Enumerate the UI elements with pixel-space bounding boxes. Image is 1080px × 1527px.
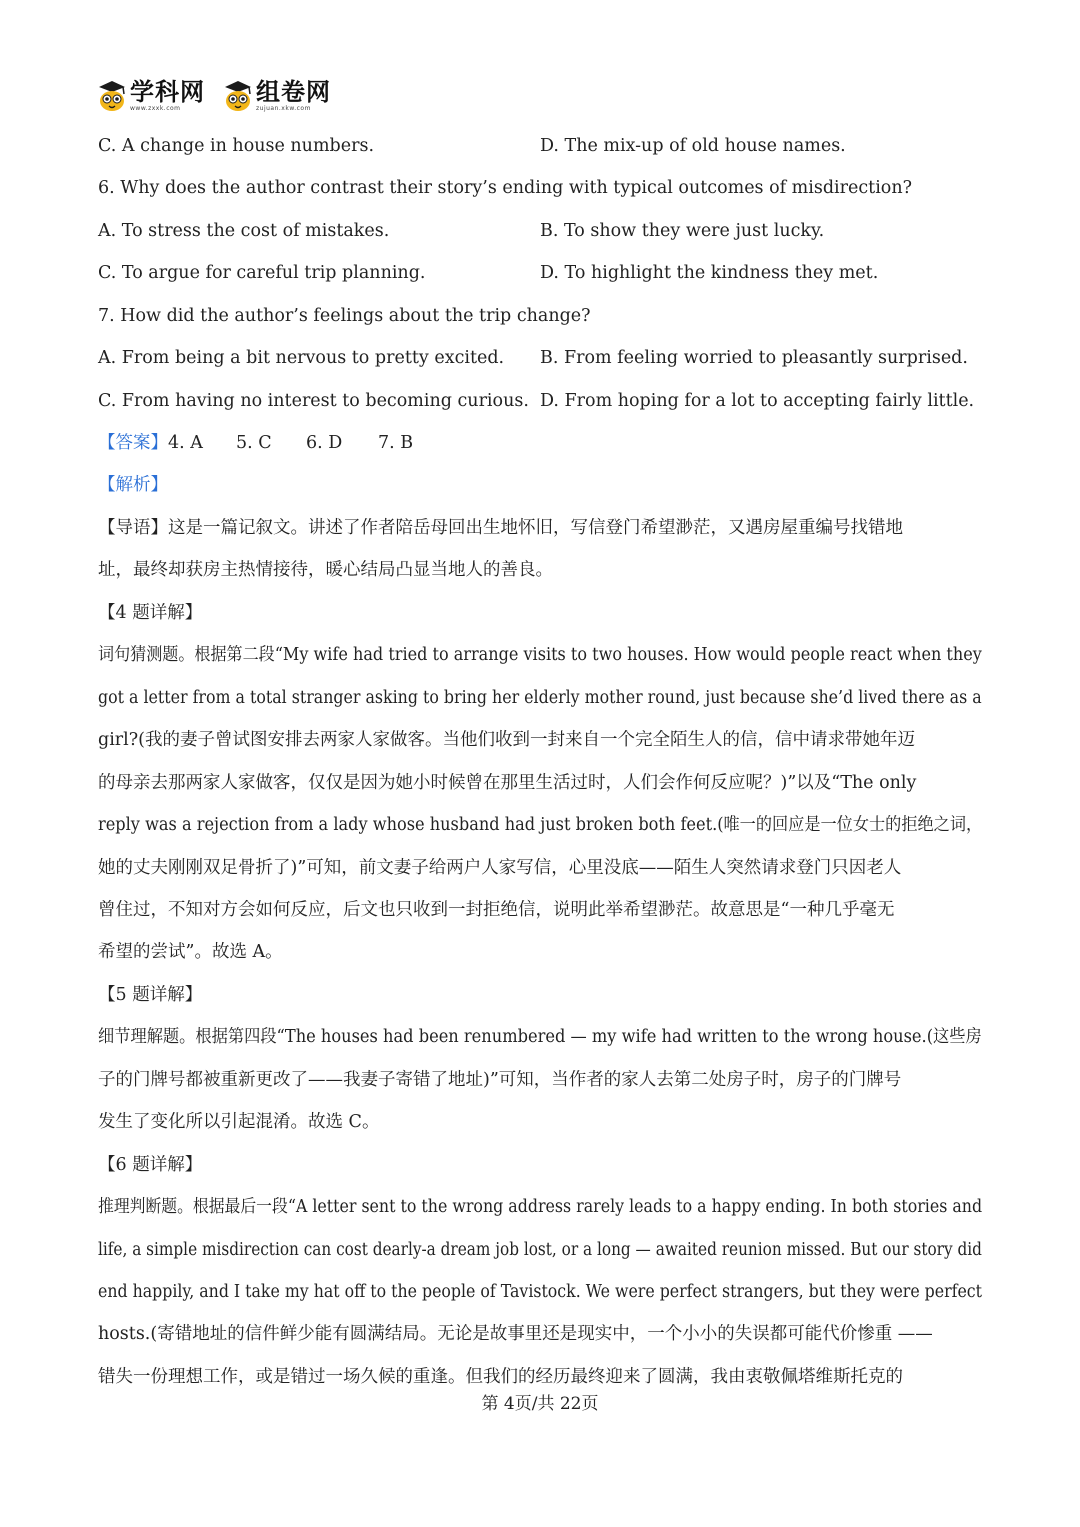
body-line: 她的丈夫刚刚双足骨折了)”可知，前文妻子给两户人家写信，心里没底——陌生人突然请求登门只因老人 — [98, 858, 902, 878]
q7-option-a: A. From being a bit nervous to pretty excited. — [98, 348, 505, 368]
body-line: 发生了变化所以引起混淆。故选 C。 — [98, 1112, 380, 1132]
body-line: reply was a rejection from a lady whose husband had just broken both feet.(唯一的回应是一位女士的拒绝之词， — [98, 815, 983, 835]
answer-item: 4. A — [168, 433, 203, 453]
body-line: 【导语】这是一篇记叙文。讲述了作者陪岳母回出生地怀旧，写信登门希望渺茫，又遇房屋重编号找错地 — [98, 518, 903, 538]
q7-option-d: D. From hoping for a lot to accepting fairly little. — [540, 391, 975, 411]
body-line: 子的门牌号都被重新更改了——我妻子寄错了地址)”可知，当作者的家人去第二处房子时，房子的门牌号 — [98, 1070, 902, 1090]
body-line: life, a simple misdirection can cost dearly-a dream job lost, or a long — awaited reunion missed. But our story did — [98, 1240, 982, 1260]
q5-option-c: C. A change in house numbers. — [98, 136, 375, 156]
zxxk-logo-url: www.zxxk.com — [130, 105, 181, 112]
answer-item: 5. C — [236, 433, 272, 453]
zujuan-logo — [223, 80, 331, 112]
body-line: 的母亲去那两家人家做客，仅仅是因为她小时候曾在那里生活过时，人们会作何反应呢？)”以及“The only — [98, 773, 917, 793]
answer-row — [98, 431, 413, 455]
owl-mascot-icon — [223, 80, 253, 112]
body-line: girl?(我的妻子曾试图安排去两家人家做客。当他们收到一封来自一个完全陌生人的信，信中请求带她年迈 — [98, 730, 915, 750]
q6-stem: 6. Why does the author contrast their story’s ending with typical outcomes of misdirection? — [98, 178, 912, 198]
body-line: 曾住过，不知对方会如何反应，后文也只收到一封拒绝信，说明此举希望渺茫。故意思是“一种几乎毫无 — [98, 900, 895, 920]
body-line: 词句猜测题。根据第二段“My wife had tried to arrange visits to two houses. How would people react when they — [98, 645, 982, 665]
q6-option-c: C. To argue for careful trip planning. — [98, 263, 426, 283]
section-heading: 【4 题详解】 — [98, 603, 203, 623]
zxxk-logo-text: 学科网 — [130, 78, 205, 106]
owl-mascot-icon — [97, 80, 127, 112]
q6-option-a: A. To stress the cost of mistakes. — [98, 221, 390, 241]
section-heading: 【6 题详解】 — [98, 1155, 203, 1175]
header-logos — [97, 80, 331, 120]
answer-item: 7. B — [378, 433, 414, 453]
answer-tag: 【答案】 — [98, 433, 168, 453]
zujuan-logo-text: 组卷网 — [256, 78, 331, 106]
q7-option-b: B. From feeling worried to pleasantly surprised. — [540, 348, 968, 368]
zxxk-logo — [97, 80, 205, 112]
body-line: 推理判断题。根据最后一段“A letter sent to the wrong address rarely leads to a happy ending. In both stories and — [98, 1197, 983, 1217]
q7-option-c: C. From having no interest to becoming curious. — [98, 391, 529, 411]
q6-option-b: B. To show they were just lucky. — [540, 221, 825, 241]
q5-option-d: D. The mix-up of old house names. — [540, 136, 846, 156]
page-number: 第 4页/共 22页 — [481, 1394, 599, 1414]
body-line: 希望的尝试”。故选 A。 — [98, 942, 283, 962]
q7-stem: 7. How did the author’s feelings about the trip change? — [98, 306, 591, 326]
body-line: got a letter from a total stranger asking to bring her elderly mother round, just because she’d lived there as a — [98, 688, 982, 708]
q6-option-d: D. To highlight the kindness they met. — [540, 263, 879, 283]
body-line: 细节理解题。根据第四段“The houses had been renumbered — my wife had written to the wrong house.(这些房 — [98, 1027, 982, 1047]
body-line: 错失一份理想工作，或是错过一场久候的重逢。但我们的经历最终迎来了圆满，我由衷敬佩塔维斯托克的 — [98, 1367, 903, 1387]
analysis-tag: 【解析】 — [98, 475, 168, 495]
body-line: 址，最终却获房主热情接待，暖心结局凸显当地人的善良。 — [98, 560, 553, 580]
section-heading: 【5 题详解】 — [98, 985, 203, 1005]
body-line: end happily, and I take my hat off to the people of Tavistock. We were perfect strangers, but they were perfect — [98, 1282, 982, 1302]
zujuan-logo-url: zujuan.xkw.com — [256, 105, 311, 112]
body-line: hosts.(寄错地址的信件鲜少能有圆满结局。无论是故事里还是现实中，一个小小的失误都可能代价惨重 —— — [98, 1324, 933, 1344]
answer-item: 6. D — [306, 433, 343, 453]
